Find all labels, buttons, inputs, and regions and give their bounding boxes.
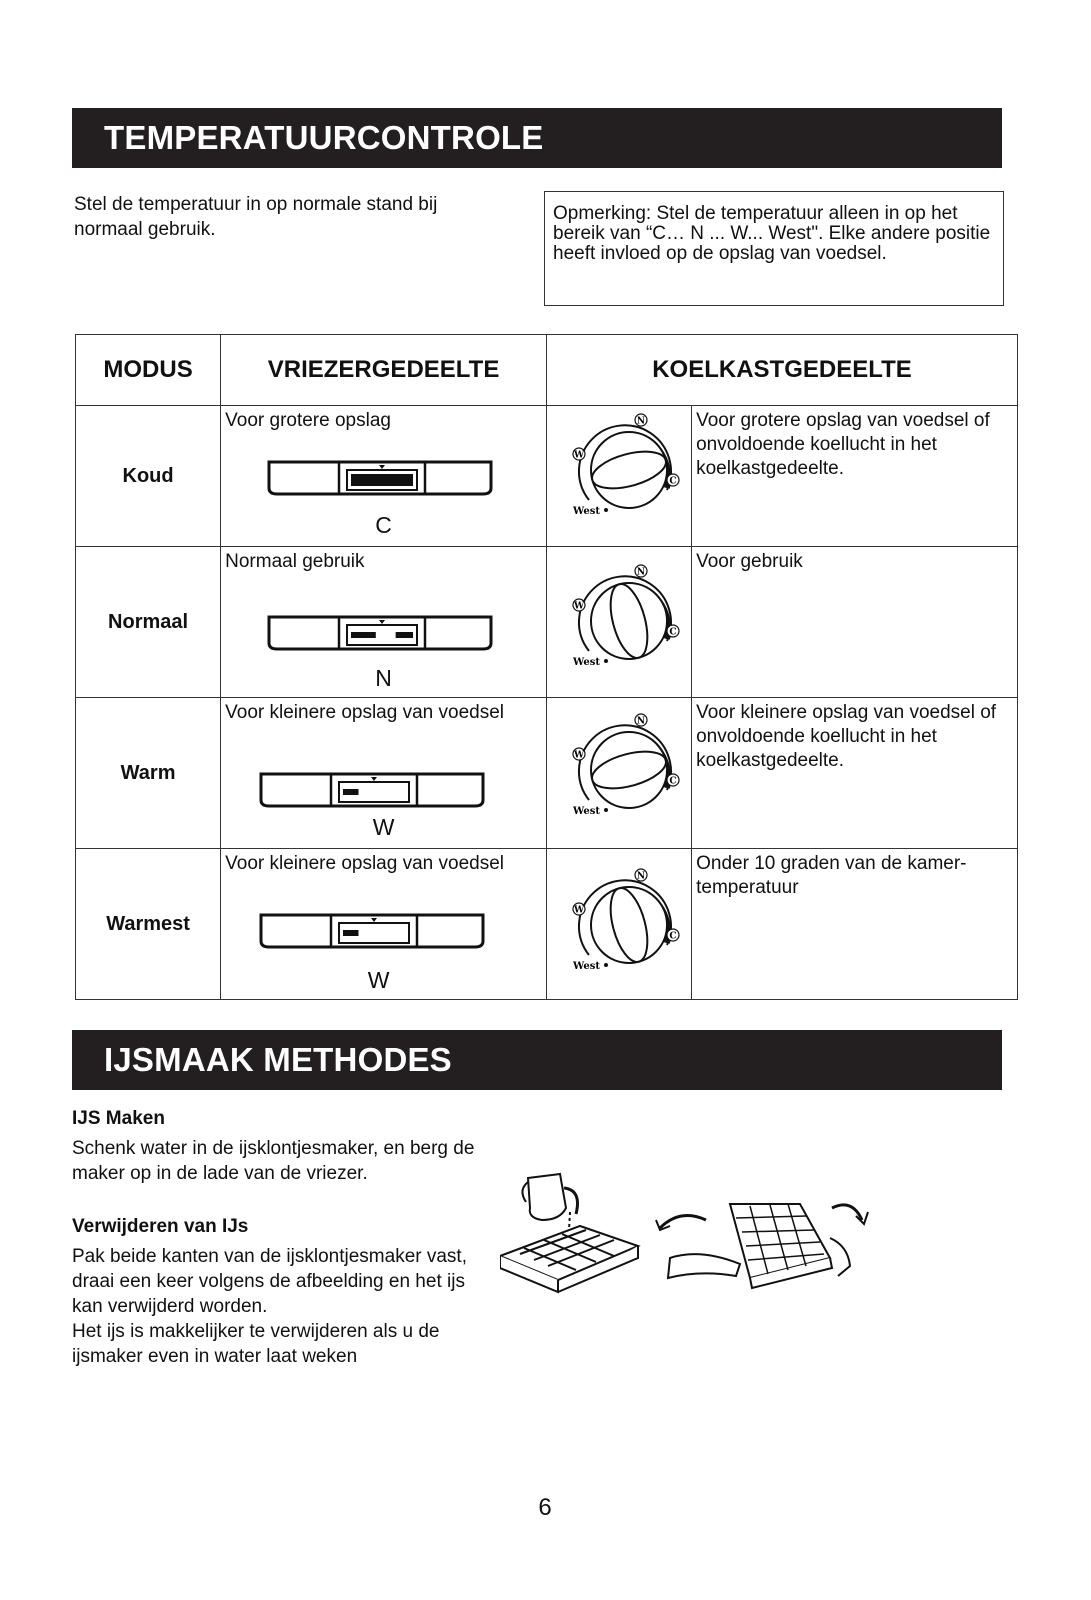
page-number: 6 [538,1494,552,1521]
table-row [76,547,1018,698]
intro-text: Stel de temperatuur in op normale stand bij normaal gebruik. [74,194,438,240]
svg-text:N: N [636,416,646,427]
freezer-text: Normaal gebruik [225,551,365,572]
section-title-temperature: TEMPERATUURCONTROLE [72,108,1002,168]
ice-removal-line: Het ijs is makkelijker te verwijderen als u de ijsmaker even in water laat weken [72,1321,440,1367]
dial-cell [546,547,691,698]
ice-making-text: Schenk water in de ijsklontjesmaker, en berg de maker op in de lade van de vriezer. [72,1138,475,1184]
dial-cell [546,849,691,1000]
freezer-text: Voor kleinere opslag van voedsel [225,853,504,874]
fridge-text: Voor kleinere opslag van voedsel of onvoldoende koellucht in het koelkastgedeelte. [696,702,997,771]
freezer-cell [221,406,547,547]
freezer-cell [221,698,547,849]
fridge-cell [692,547,1018,698]
svg-text:West: West [572,806,600,817]
freezer-slider-icon [265,458,495,508]
thermostat-dial-icon [559,561,685,676]
svg-text:N: N [636,567,646,578]
fridge-cell [692,698,1018,849]
note-box: Opmerking: Stel de temperatuur alleen in op het bereik van “C… N ... W... West". Elke andere positie heeft invloed op de opslag van voedsel. [544,191,1004,306]
dial-cell [546,406,691,547]
ice-making-heading: IJS Maken [72,1108,165,1129]
thermostat-dial-icon [559,710,685,825]
mode-label: Koud [76,406,221,547]
dial-cell [546,698,691,849]
svg-text:C: C [669,776,677,787]
freezer-slider-icon [257,911,487,961]
thermostat-dial-icon [559,410,685,525]
svg-text:C: C [669,627,677,638]
svg-text:West: West [572,506,600,517]
mode-label: Warmest [76,849,221,1000]
svg-text:West: West [572,657,600,668]
freezer-cell [221,547,547,698]
position-letter: W [367,967,390,993]
freezer-text: Voor kleinere opslag van voedsel [225,702,504,723]
position-letter: C [375,512,392,538]
position-letter: N [375,665,392,691]
temperature-table [75,334,1018,1000]
ice-tray-filling-icon [500,1226,638,1292]
freezer-slider-icon [257,770,487,820]
svg-text:N: N [636,871,646,882]
fridge-cell [692,849,1018,1000]
table-row [76,698,1018,849]
svg-text:C: C [669,476,677,487]
section-title-ice: IJSMAAK METHODES [72,1030,1002,1090]
freezer-slider-icon [265,613,495,663]
svg-text:C: C [669,931,677,942]
svg-text:N: N [636,716,646,727]
ice-removal-heading: Verwijderen van IJs [72,1216,249,1237]
fridge-text: Voor gebruik [696,551,803,572]
svg-text:W: W [573,750,585,761]
svg-text:W: W [573,601,585,612]
header-fridge: KOELKASTGEDEELTE [546,335,1017,406]
mode-label: Normaal [76,547,221,698]
ice-removal-text [72,1244,492,1369]
mode-label: Warm [76,698,221,849]
ice-tray-illustration [500,1168,880,1318]
fridge-text: Voor grotere opslag van voedsel of onvoldoende koellucht in het koelkastgedeelte. [696,410,990,479]
thermostat-dial-icon [559,865,685,980]
fridge-cell [692,406,1018,547]
ice-removal-line: Pak beide kanten van de ijsklontjesmaker vast, draai een keer volgens de afbeelding en het ijs kan verwijderd worden. [72,1246,467,1317]
svg-text:W: W [573,905,585,916]
table-row [76,406,1018,547]
freezer-text: Voor grotere opslag [225,410,391,431]
fridge-text: Onder 10 graden van de kamer- temperatuur [696,853,967,898]
svg-text:W: W [573,450,585,461]
header-freezer: VRIEZERGEDEELTE [221,335,547,406]
position-letter: W [372,814,395,840]
freezer-cell [221,849,547,1000]
table-row [76,849,1018,1000]
svg-text:West: West [572,961,600,972]
header-modus: MODUS [76,335,221,406]
